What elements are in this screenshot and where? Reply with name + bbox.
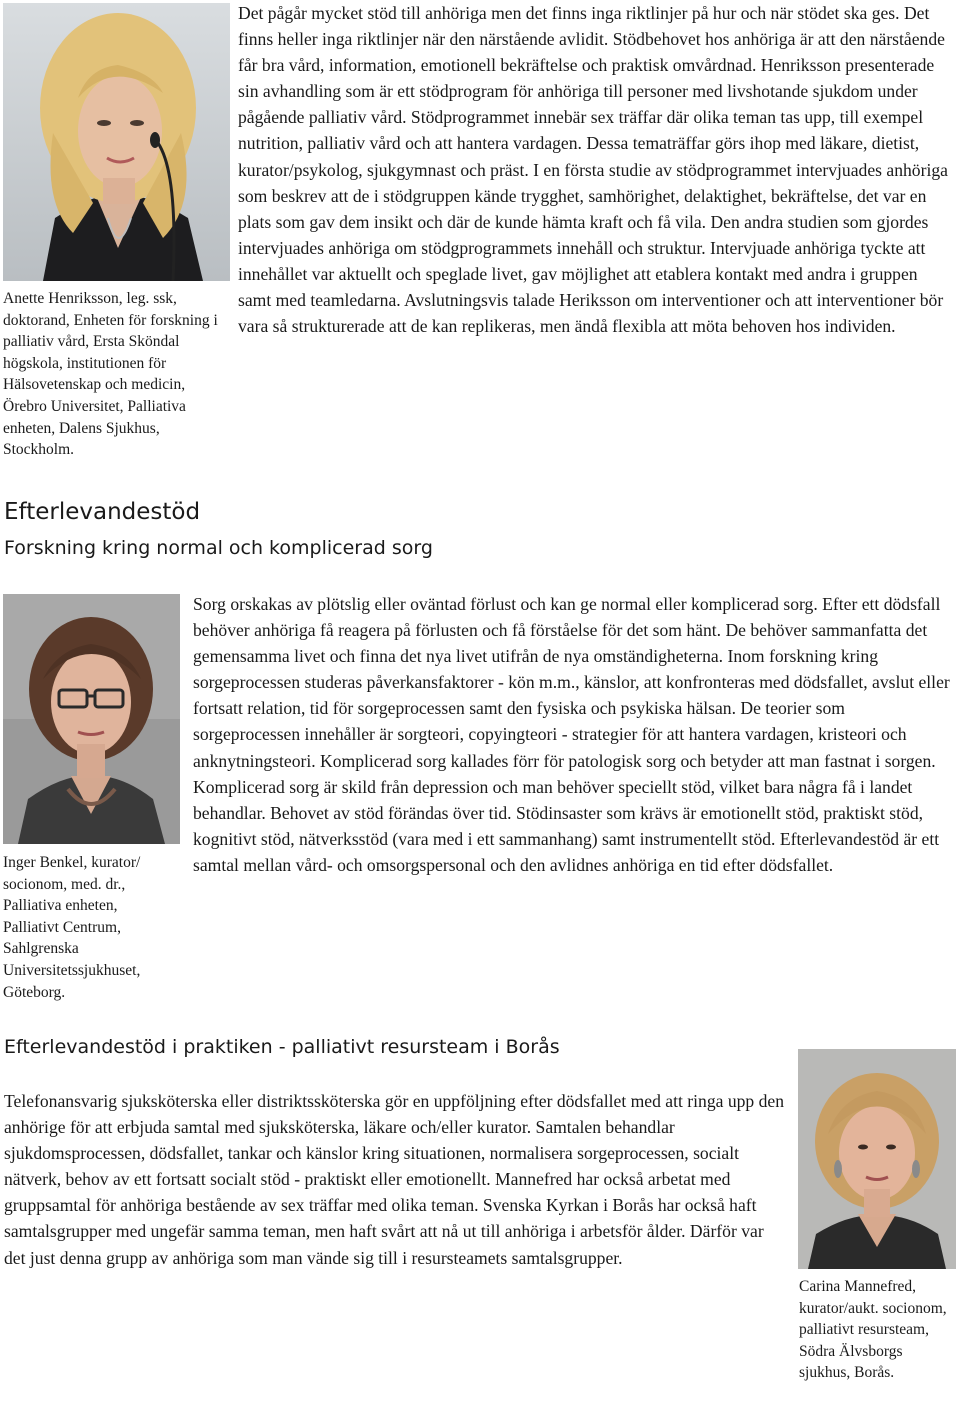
portrait-photo-anette-henriksson [3, 3, 230, 281]
photo-caption-carina-mannefred: Carina Mannefred, kurator/aukt. socionom, palliativt resursteam, Södra Älvsborgs sjukhus, Borås. [799, 1278, 947, 1382]
photo-caption-inger-benkel: Inger Benkel, kurator/ socionom, med. dr., Palliativa enheten, Palliativt Centrum, Sahlgrenska Universitetssjukhuset, Göteborg. [3, 854, 141, 1001]
section-title-efterlevandestod: Efterlevandestöd [4, 499, 201, 525]
section-title-efterlevandestod-praktiken: Efterlevandestöd i praktiken - palliativt resursteam i Borås [4, 1036, 560, 1058]
section-subtitle-forskning: Forskning kring normal och komplicerad sorg [4, 537, 433, 559]
photo-caption-anette-henriksson: Anette Henriksson, leg. ssk, doktorand, Enheten för forskning i palliativ vård, Ersta Sköndal högskola, institutionen för Hälsovetenskap och medicin, Örebro Universitet, Palliativa enheten, Dalens Sjukhus, Stockholm. [3, 290, 218, 459]
portrait-photo-carina-mannefred [798, 1049, 956, 1269]
section1-paragraph: Det pågår mycket stöd till anhöriga men det finns inga riktlinjer på hur och när stödet ska ges. Det finns heller inga riktlinjer när den närstående avlidit. Stödbehovet hos anhöriga är att den närstående får bra vård, information, emotionell bekräftelse och praktisk omvårdnad. Henriksson presenterade sin avhandling som är ett stödprogram för anhöriga till personer med livshotande sjukdom under pågående palliativ vård. Stödprogrammet innebär sex träffar där olika teman tas upp, till exempel nutrition, palliativ vård och att hantera vardagen. Dessa tematräffar görs ihop med läkare, dietist, kurator/psykolog, sjukgymnast och präst. I en första studie av stödprogrammet intervjuades anhöriga som beskrev att de i stödgruppen kände trygghet, samhörighet, delaktighet, bekräftelse, det var en plats som gav dem insikt och där de kunde hämta kraft och få vila. Den andra studien som gjordes intervjuades anhöriga om stödgprogrammets innehåll och struktur. Intervjuade anhöriga tyckte att innehållet var aktuellt och speglade livet, gav möjlighet att etablera kontakt med andra i gruppen samt med teamledarna. Avslutningsvis talade Heriksson om interventioner och att interventioner bör vara så strukturerade att de kan replikeras, men ändå flexibla att möta behoven hos individen. [238, 3, 948, 337]
section2-body-text [193, 591, 953, 878]
section2-paragraph: Sorg orskakas av plötslig eller oväntad förlust och kan ge normal eller komplicerad sorg. Efter ett dödsfall behöver anhöriga få reagera på förlusten och få förståelse för det som hänt. De behöver sammanfatta det gemensamma livet och finna det nya livet utifrån de nya omständigheterna. Inom forskning kring sorgeprocessen studeras påverkansfaktorer - kön m.m., känslor, att konfronteras med dödsfallet, avslut eller fortsatt relation, tid för sorgeprocessen samt den fysiska och psykiska hälsan. De teorier som sorgeprocessen innehåller är sorgteori, copyingteori - strategier för att hantera vardagen, kristeori och anknytningsteori. Komplicerad sorg kallades förr för patologisk sorg och betyder att man fastnat i sorgen. Komplicerad sorg är skild från depression och man behöver speciellt stöd, vilket bara några få i landet behandlar. Behovet av stöd förändas över tid. Stödinsaster som krävs är emotionellt stöd, praktiskt stöd, kognitivt stöd, nätverksstöd (vara med i ett sammanhang) samt instrumentellt stöd. Efterlevandestöd är ett samtal mellan vård- och omsorgspersonal och den avlidnes anhöriga en tid efter dödsfallet. [193, 594, 950, 875]
section3-body-text [4, 1088, 786, 1271]
section3-paragraph: Telefonansvarig sjuksköterska eller distriktssköterska gör en uppföljning efter dödsfallet med att ringa upp den anhörige för att erbjuda samtal med sjuksköterska, läkare och/eller kurator. Samtalen behandlar sjukdomsprocessen, dödsfallet, tankar och känslor kring situationen, normalisera sorgeprocessen, socialt nätverk, behov av ett fortsatt socialt stöd - praktiskt eller emotionellt. Mannefred har också arbetat med gruppsamtal för anhöriga bestående av sex träffar med olika teman. Svenska Kyrkan i Borås har också haft samtalsgrupper med ungefär samma teman, men haft svårt att nå ut till anhöriga i arbetsför ålder. Därför var det just denna grupp av anhöriga som man vände sig till i resursteamets samtalsgrupper. [4, 1091, 785, 1268]
section1-body-text [238, 0, 950, 339]
portrait-photo-inger-benkel [3, 594, 180, 844]
